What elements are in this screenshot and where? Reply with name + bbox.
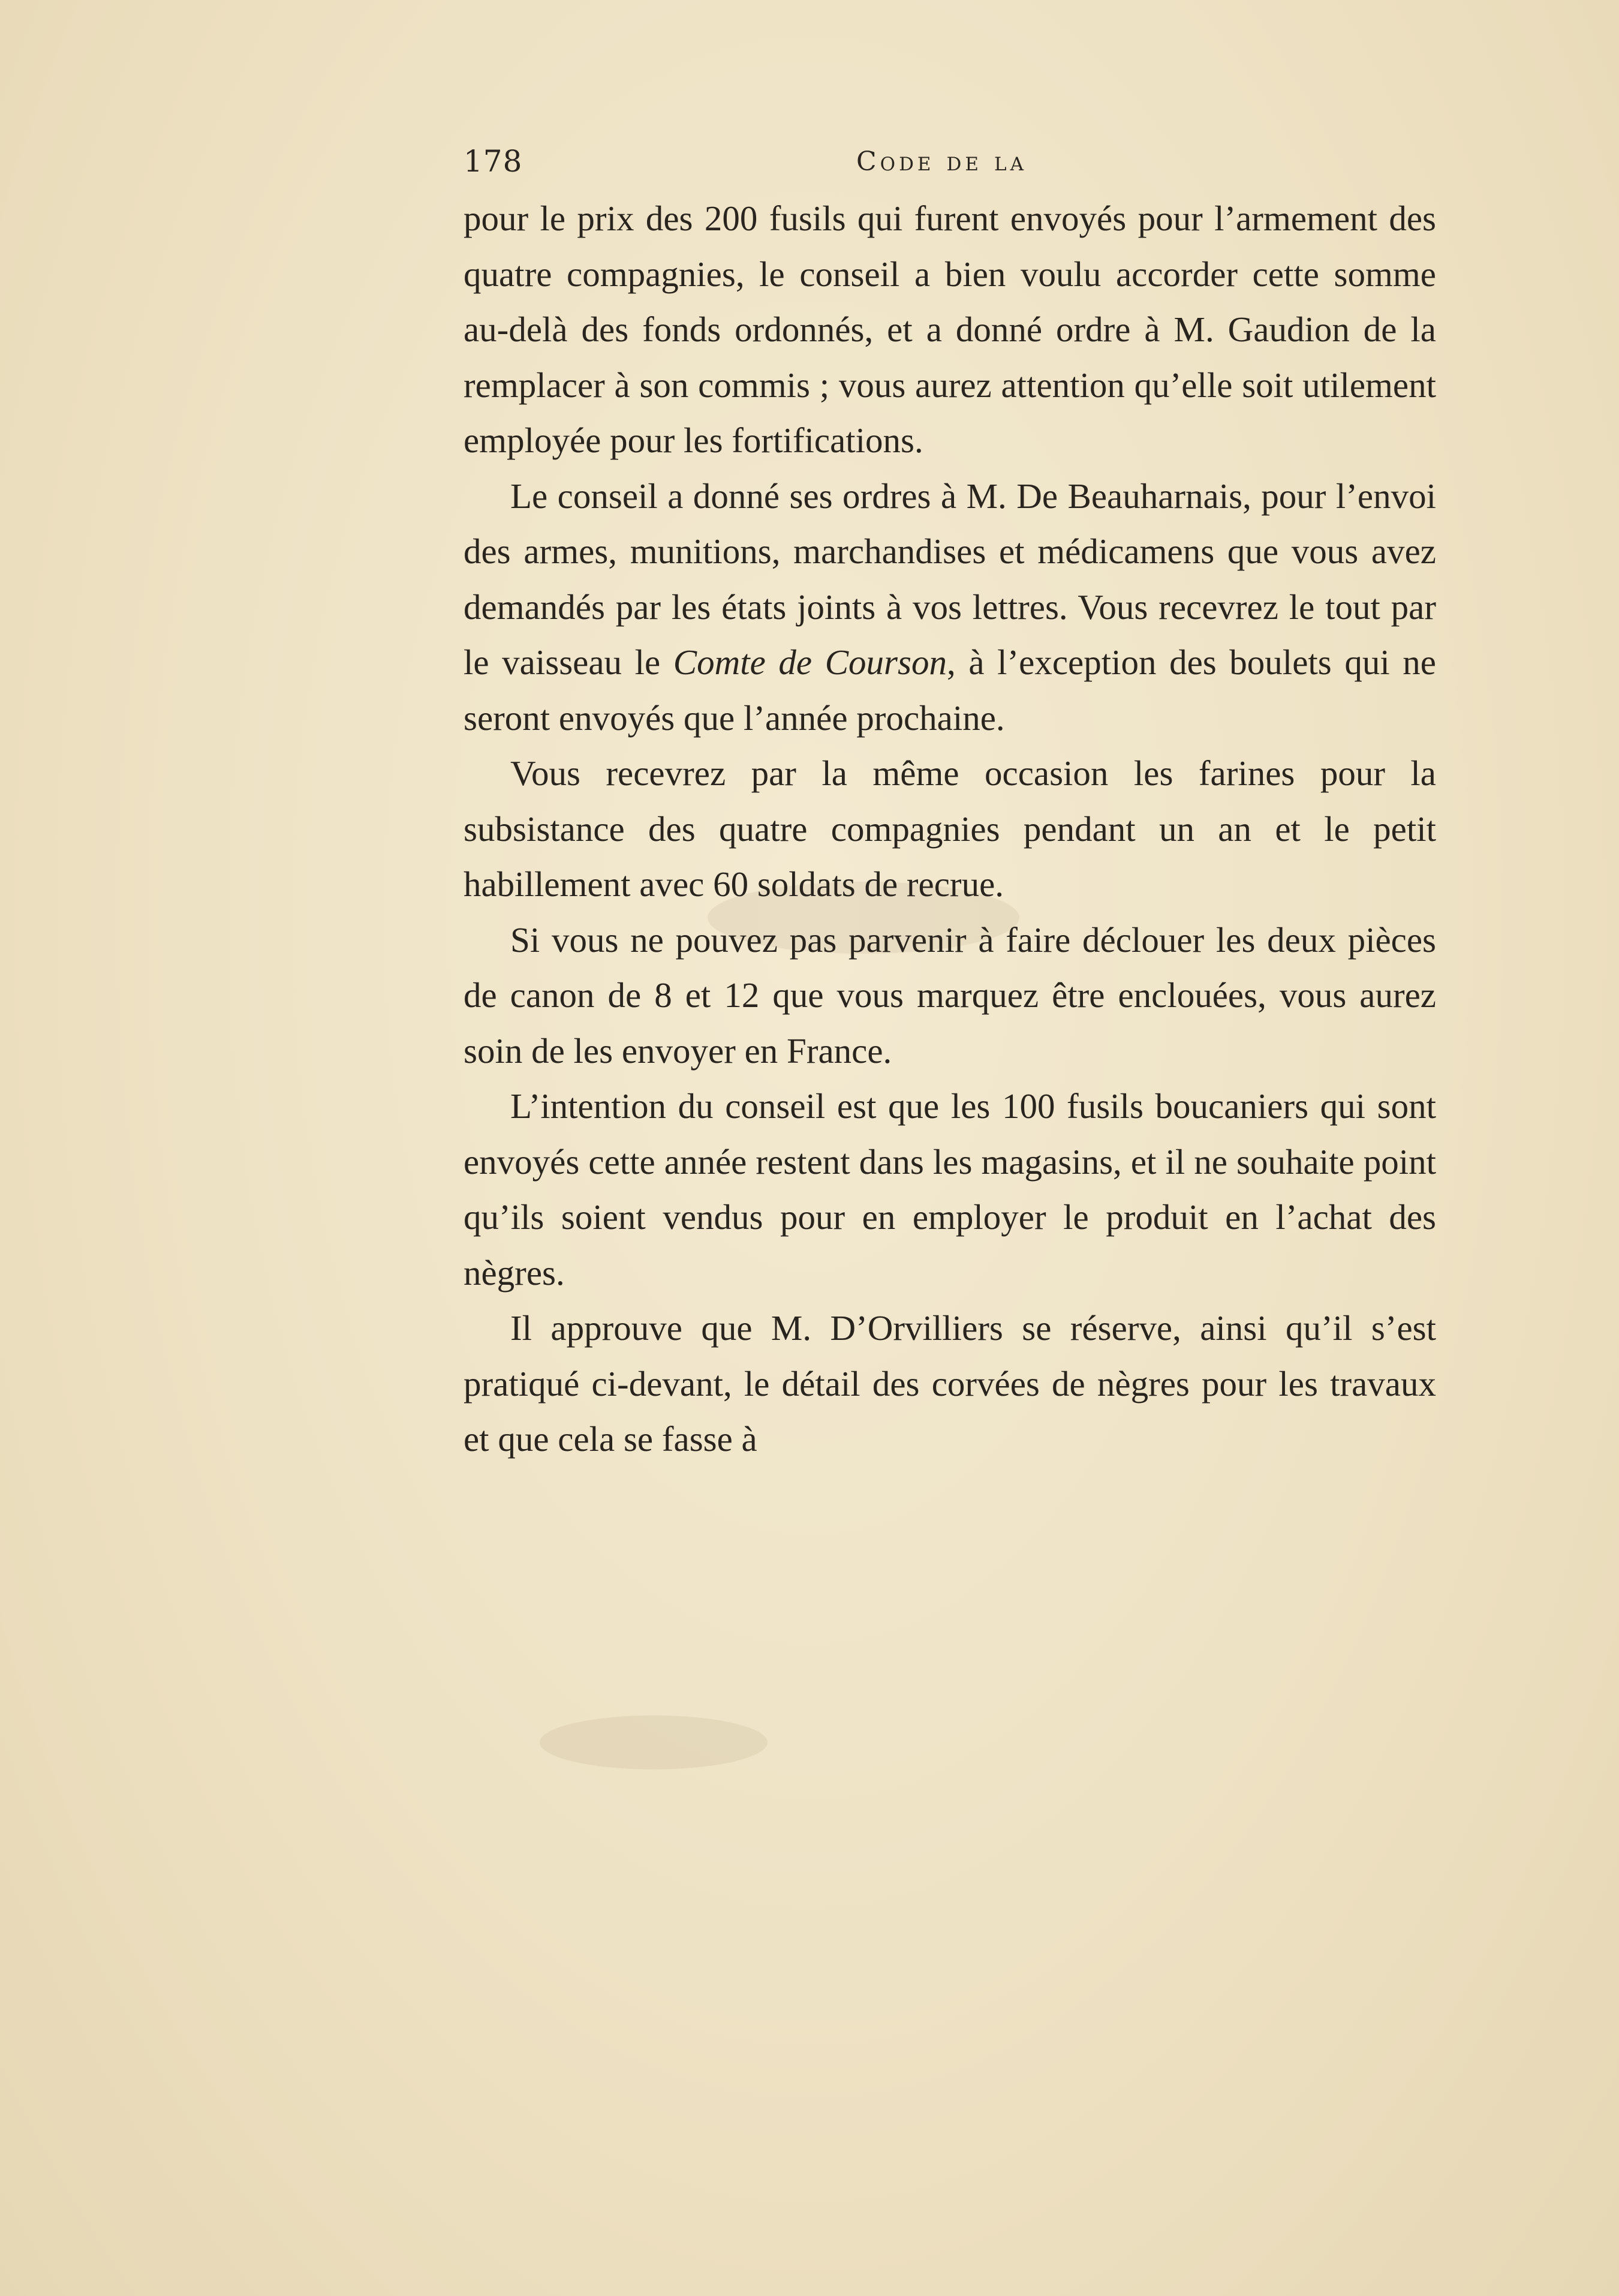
ship-name: Comte de Courson bbox=[673, 642, 947, 682]
paragraph: L’intention du conseil est que les 100 fusils boucaniers qui sont envoyés cette année restent dans les magasins, et il ne souhaite point qu’ils soient vendus pour en employer le produit en l’achat des nègres. bbox=[464, 1086, 1436, 1293]
paragraph: Si vous ne pouvez pas parvenir à faire déclouer les deux pièces de canon de 8 et 12 que vous marquez être enclouées, vous aurez soin de les envoyer en France. bbox=[464, 919, 1436, 1071]
paragraph: Il approuve que M. D’Orvilliers se réserve, ainsi qu’il s’est pratiqué ci-devant, le détail des corvées de nègres pour les travaux et que cela se fasse à bbox=[464, 1308, 1436, 1459]
running-head bbox=[464, 144, 1435, 186]
paragraph: pour le prix des 200 fusils qui furent envoyés pour l’armement des quatre compagnies, le conseil a bien voulu accorder cette somme au-delà des fonds ordonnés, et a donné ordre à M. Gaudion de la remplacer à son commis ; vous aurez attention qu’elle soit utilement employée pour les fortifications. bbox=[464, 199, 1436, 460]
running-title: Code de la bbox=[856, 146, 1027, 177]
page-number: 178 bbox=[464, 144, 523, 179]
paragraph bbox=[464, 468, 1436, 746]
paragraph-text: , à l’exception des boulets qui ne seront envoyés que l’année prochaine. bbox=[464, 642, 1436, 738]
paper-stain bbox=[540, 1715, 768, 1769]
paragraph: Vous recevrez par la même occasion les farines pour la subsistance des quatre compagnies pendant un an et le petit habillement avec 60 soldats de recrue. bbox=[464, 753, 1436, 904]
body-text bbox=[464, 191, 1436, 1467]
paragraph-text: Le conseil a donné ses ordres à M. De Beauharnais, pour l’envoi des armes, munitions, marchandises et médicamens que vous avez demandés par les états joints à vos lettres. Vous recevrez le tout par le vaisseau le bbox=[464, 476, 1436, 682]
